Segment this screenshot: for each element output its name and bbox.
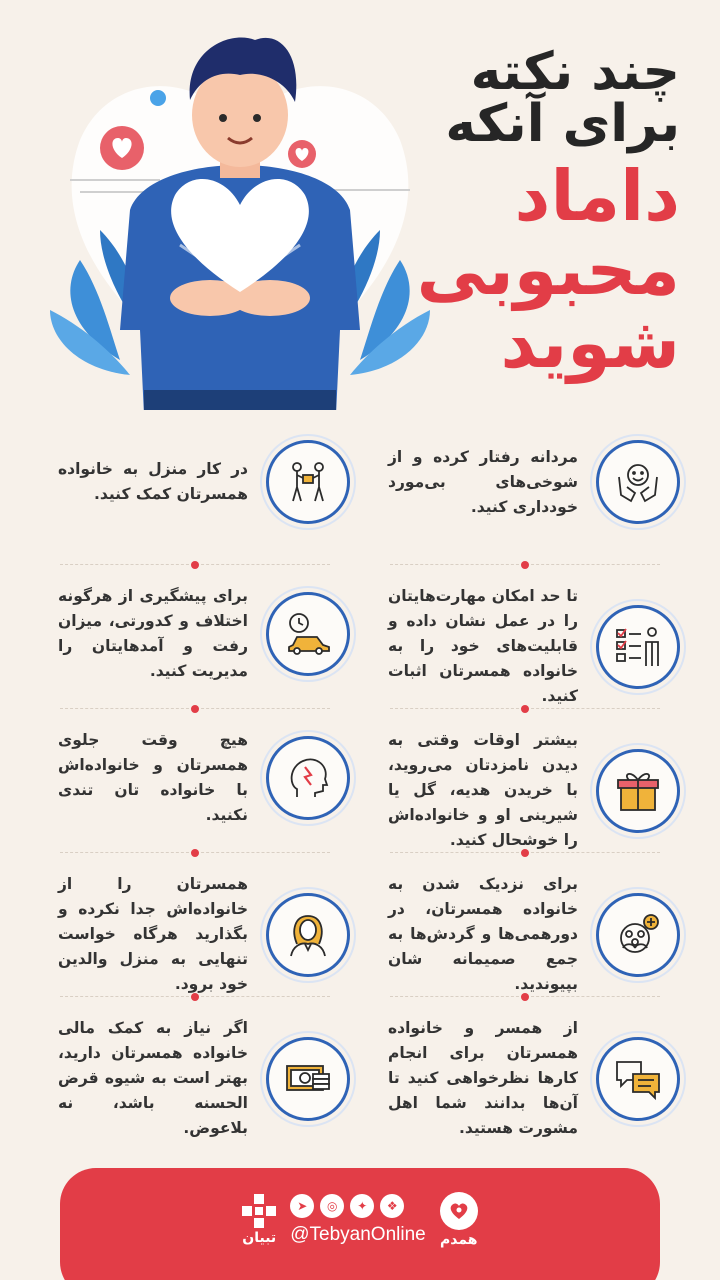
divider bbox=[370, 846, 680, 860]
group-plus-icon bbox=[596, 893, 680, 977]
title-block bbox=[410, 42, 680, 384]
tip-text: برای پیشگیری از هرگونه اختلاف و کدورتی، میزان رفت و آمدهایتان را مدیریت کنید. bbox=[58, 587, 248, 680]
divider bbox=[370, 702, 680, 716]
tip-text: تا حد امکان مهارت‌هایتان را در عمل نشان داده و قابلیت‌های خود را به خانواده همسرتان اثبات کنید. bbox=[388, 587, 578, 705]
title-line-3: داماد bbox=[514, 155, 680, 237]
divider bbox=[40, 702, 350, 716]
instagram-icon[interactable]: ◎ bbox=[320, 1194, 344, 1218]
tip-item bbox=[370, 440, 680, 524]
tip-text: در کار منزل به خانواده همسرتان کمک کنید. bbox=[58, 460, 248, 503]
clock-car-icon bbox=[266, 592, 350, 676]
divider bbox=[40, 846, 350, 860]
title-line-5: شوید bbox=[500, 302, 680, 384]
angry-head-icon bbox=[266, 736, 350, 820]
money-icon bbox=[266, 1037, 350, 1121]
tip-item bbox=[40, 728, 350, 828]
tebyan-logo[interactable] bbox=[242, 1194, 276, 1246]
tip-item bbox=[40, 1016, 350, 1141]
tip-text: بیشتر اوقات وقتی به دیدن نامزدتان می‌روید، با خریدن هدیه، گل یا شیرینی او و خانواده‌اش را خوشحال کنید. bbox=[388, 731, 578, 849]
gift-icon bbox=[596, 749, 680, 833]
tip-item bbox=[370, 872, 680, 997]
tip-item bbox=[40, 872, 350, 997]
hands-smile-icon bbox=[596, 440, 680, 524]
tip-item bbox=[370, 1016, 680, 1141]
tebyan-logo-icon bbox=[242, 1194, 276, 1228]
tebyan-label: تبیان bbox=[242, 1230, 277, 1246]
woman-icon bbox=[266, 893, 350, 977]
tip-text: از همسر و خانواده همسرتان برای انجام کارها نظرخواهی کنید تا آن‌ها بدانند شما اهل مشورت هستید. bbox=[388, 1019, 578, 1137]
tip-item bbox=[370, 584, 680, 709]
tip-text: مردانه رفتار کرده و از شوخی‌های بی‌مورد خودداری کنید. bbox=[388, 447, 578, 516]
title-line-1: چند نکته bbox=[470, 42, 680, 102]
tip-row bbox=[40, 872, 680, 996]
tip-row bbox=[40, 728, 680, 852]
footer-banner bbox=[60, 1168, 660, 1280]
hamdam-label: همدم bbox=[440, 1232, 478, 1248]
tip-text: همسرتان را از خانواده‌اش جدا نکرده و بگذارید هرگاه خواست تنهایی به منزل والدین خود برود. bbox=[58, 875, 248, 993]
divider bbox=[40, 558, 350, 572]
tip-item bbox=[40, 584, 350, 684]
tip-text: اگر نیاز به کمک مالی خانواده همسرتان دارید، بهتر است به شیوه قرض الحسنه باشد، نه بلاعوض. bbox=[58, 1019, 248, 1137]
tip-row bbox=[40, 440, 680, 564]
tip-text: هیچ وقت جلوی همسرتان و خانواده‌اش با خانواده تان تندی نکنید. bbox=[58, 731, 248, 824]
social-handle[interactable]: @TebyanOnline bbox=[290, 1224, 426, 1245]
title-line-4: محبوبی bbox=[416, 228, 680, 311]
divider bbox=[370, 990, 680, 1004]
tip-item bbox=[40, 440, 350, 524]
telegram-icon[interactable]: ➤ bbox=[290, 1194, 314, 1218]
checklist-person-icon bbox=[596, 605, 680, 689]
title-line-2: برای آنکه bbox=[445, 94, 680, 154]
tip-row bbox=[40, 1016, 680, 1140]
hamdam-logo[interactable] bbox=[440, 1192, 478, 1248]
divider bbox=[40, 990, 350, 1004]
hero-illustration bbox=[40, 30, 440, 410]
social-icons bbox=[290, 1194, 404, 1218]
tip-item bbox=[370, 728, 680, 853]
footer-content bbox=[60, 1190, 660, 1250]
chat-bubbles-icon bbox=[596, 1037, 680, 1121]
divider bbox=[370, 558, 680, 572]
social-group bbox=[290, 1194, 425, 1246]
hamdam-heart-icon bbox=[440, 1192, 478, 1230]
tip-text: برای نزدیک شدن به خانواده همسرتان، در دورهمی‌ها و گردش‌ها به جمع صمیمانه شان بپیوندید. bbox=[388, 875, 578, 993]
tips-grid bbox=[40, 440, 680, 1140]
helping-people-icon bbox=[266, 440, 350, 524]
aparat-icon[interactable]: ❖ bbox=[380, 1194, 404, 1218]
twitter-icon[interactable]: ✦ bbox=[350, 1194, 374, 1218]
tip-row bbox=[40, 584, 680, 708]
